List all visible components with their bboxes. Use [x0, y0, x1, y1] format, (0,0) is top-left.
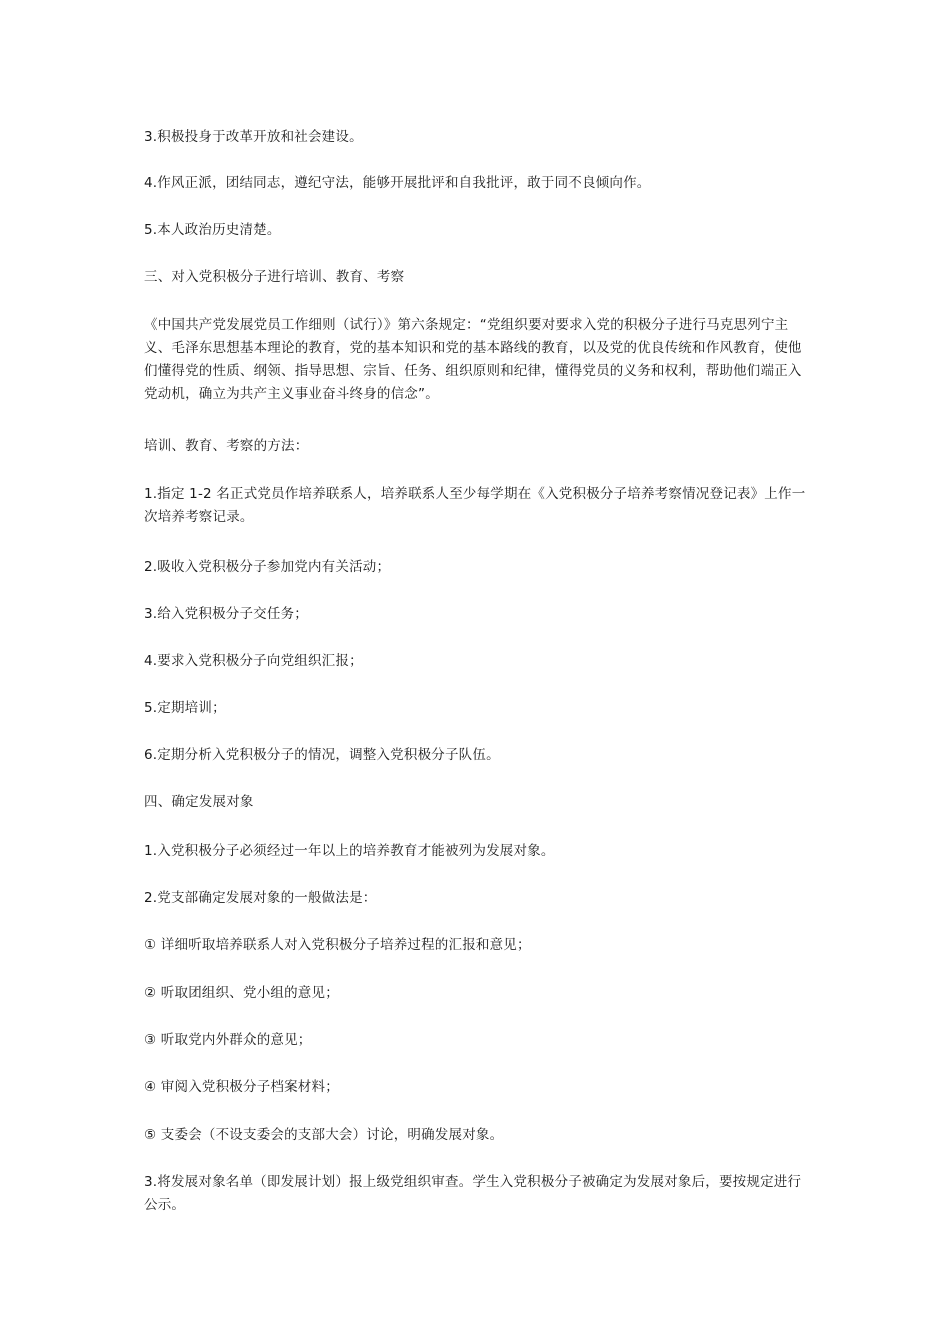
paragraph-step-4: ④ 审阅入党积极分子档案材料；: [144, 1079, 339, 1095]
paragraph-method-3: 3.给入党积极分子交任务；: [144, 606, 308, 622]
paragraph-requirement-4: 4.作风正派，团结同志，遵纪守法，能够开展批评和自我批评，敢于同不良倾向作。: [144, 175, 651, 191]
paragraph-method-1: 1.指定 1-2 名正式党员作培养联系人，培养联系人至少每学期在《入党积极分子培养考察情况登记表》上作一次培养考察记录。: [144, 486, 806, 525]
paragraph-method-5: 5.定期培训；: [144, 700, 226, 716]
paragraph-requirement-5: 5.本人政治历史清楚。: [144, 222, 281, 238]
paragraph-development-3: 3.将发展对象名单（即发展计划）报上级党组织审查。学生入党积极分子被确定为发展对象后，要按规定进行公示。: [144, 1174, 802, 1213]
paragraph-methods-intro: 培训、教育、考察的方法：: [144, 438, 309, 454]
paragraph-development-2: 2.党支部确定发展对象的一般做法是：: [144, 890, 377, 906]
paragraph-development-1: 1.入党积极分子必须经过一年以上的培养教育才能被列为发展对象。: [144, 843, 555, 859]
paragraph-regulation-quote: 《中国共产党发展党员工作细则（试行）》第六条规定：“党组织要对要求入党的积极分子进行马克思列宁主义、毛泽东思想基本理论的教育，党的基本知识和党的基本路线的教育，以及党的优良传统和作风教育，使他们懂得党的性质、纲领、指导思想、宗旨、任务、组织原则和纪律，懂得党员的义务和权利，帮助他们端正入党动机，确立为共产主义事业奋斗终身的信念”。: [144, 317, 802, 402]
paragraph-requirement-3: 3.积极投身于改革开放和社会建设。: [144, 129, 363, 145]
paragraph-step-5: ⑤ 支委会（不设支委会的支部大会）讨论，明确发展对象。: [144, 1127, 504, 1143]
paragraph-step-3: ③ 听取党内外群众的意见；: [144, 1032, 312, 1048]
section-heading-4: 四、确定发展对象: [144, 794, 254, 810]
paragraph-step-1: ① 详细听取培养联系人对入党积极分子培养过程的汇报和意见；: [144, 937, 531, 953]
paragraph-step-2: ② 听取团组织、党小组的意见；: [144, 985, 339, 1001]
paragraph-method-6: 6.定期分析入党积极分子的情况，调整入党积极分子队伍。: [144, 747, 500, 763]
paragraph-method-4: 4.要求入党积极分子向党组织汇报；: [144, 653, 363, 669]
paragraph-method-2: 2.吸收入党积极分子参加党内有关活动；: [144, 559, 391, 575]
section-heading-3: 三、对入党积极分子进行培训、教育、考察: [144, 269, 405, 285]
